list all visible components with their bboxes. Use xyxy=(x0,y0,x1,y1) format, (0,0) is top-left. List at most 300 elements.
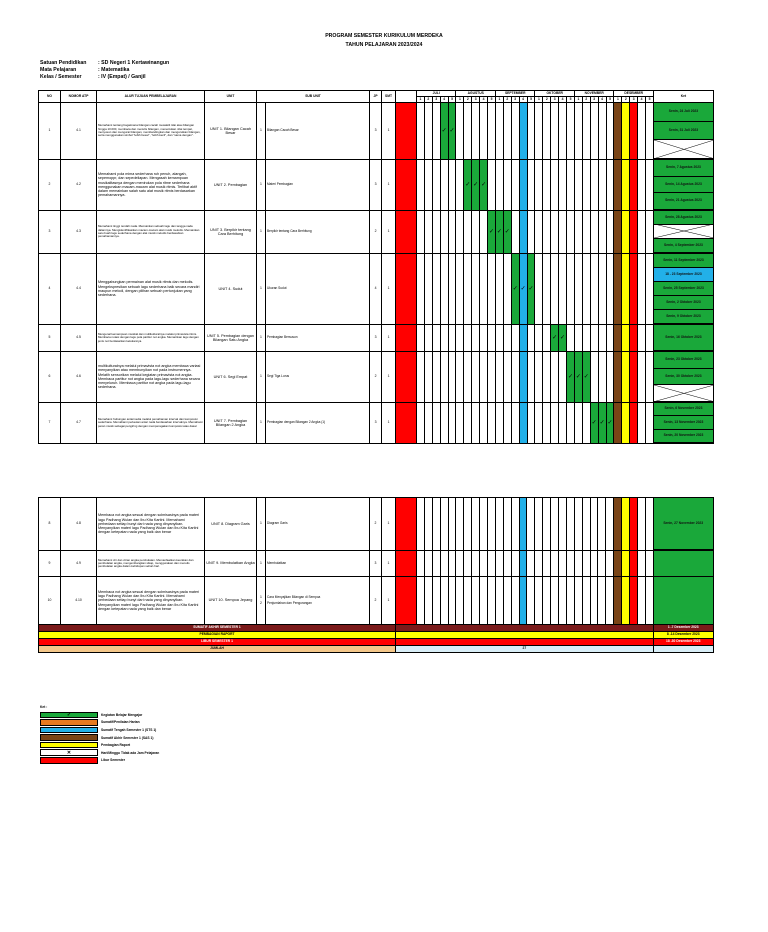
week-cell xyxy=(598,402,606,443)
week-cell xyxy=(440,551,448,577)
week-cell xyxy=(488,551,496,577)
week-cell xyxy=(511,324,519,351)
ket-date: Senin, 7 Agustus 2023 xyxy=(654,160,713,177)
week-cell xyxy=(527,253,535,324)
week-cell xyxy=(456,551,464,577)
ket-cell xyxy=(653,324,713,351)
row-unit: UNIT 2. Pembagian xyxy=(205,159,257,210)
week-cell xyxy=(448,351,456,402)
row-subunit: Membulatkan xyxy=(266,551,370,577)
week-cell xyxy=(606,210,614,253)
row-subno: 1 xyxy=(257,253,266,324)
week-cell xyxy=(622,210,630,253)
week-cell xyxy=(614,103,622,160)
week-cell xyxy=(566,498,574,551)
week-cell xyxy=(464,159,472,210)
week-cell xyxy=(551,324,559,351)
ket-date: Senin, 20 November 2023 xyxy=(654,430,713,443)
page-subtitle: TAHUN PELAJARAN 2023/2024 xyxy=(345,42,423,48)
row-atp: 4.1 xyxy=(61,103,97,160)
week-cell xyxy=(495,210,503,253)
row-no: 6 xyxy=(39,351,61,402)
week-cell xyxy=(417,498,425,551)
ket-cell xyxy=(653,551,713,577)
week-cell xyxy=(614,210,622,253)
week-cell xyxy=(503,351,511,402)
week-26: 1 xyxy=(614,97,622,103)
week-10: 5 xyxy=(488,97,496,103)
summary-span xyxy=(396,625,654,632)
row-subno: 1 xyxy=(257,351,266,402)
check-icon: ✓ xyxy=(583,373,589,380)
week-17: 2 xyxy=(543,97,551,103)
row-subno: 1 xyxy=(257,551,266,577)
libur-column-cell xyxy=(396,103,417,160)
week-cell xyxy=(598,351,606,402)
row-subunit: Pembagian Bersusun xyxy=(266,324,370,351)
summary-ket: 8 -14 Desember 2023 xyxy=(653,632,713,639)
week-cell xyxy=(464,351,472,402)
week-cell xyxy=(590,498,598,551)
row-no: 2 xyxy=(39,159,61,210)
summary-row xyxy=(39,632,714,639)
week-cell xyxy=(456,210,464,253)
week-21: 1 xyxy=(574,97,582,103)
week-cell xyxy=(448,577,456,625)
row-no: 9 xyxy=(39,551,61,577)
row-no: 7 xyxy=(39,402,61,443)
week-cell xyxy=(488,253,496,324)
week-cell xyxy=(424,577,432,625)
ket-cell xyxy=(653,103,713,160)
week-13: 3 xyxy=(511,97,519,103)
week-cell xyxy=(535,210,543,253)
ket-date: Senin, 23 Oktober 2023 xyxy=(654,352,713,369)
week-cell xyxy=(535,253,543,324)
row-tujuan: Memahami tentang bagaimana bilangan cacah mewakili nilai atau bilangan hingga 10.000, membaca dan menulis bilangan, menentukan nilai tempat, menyusun dan mengurai bilangan, membandingkan dan mengurutkan bilangan, serta menggunakan simbol "lebih besar", "lebih kecil", dan "sama dengan". xyxy=(97,103,205,160)
week-22: 2 xyxy=(582,97,590,103)
row-no: 1 xyxy=(39,103,61,160)
week-cell xyxy=(582,551,590,577)
week-cell xyxy=(417,159,425,210)
ket-empty xyxy=(654,385,713,402)
legend-text: Libur Semester xyxy=(101,758,126,763)
week-cell xyxy=(511,253,519,324)
ket-cell xyxy=(653,498,713,551)
week-cell xyxy=(551,551,559,577)
week-cell xyxy=(503,253,511,324)
week-24: 4 xyxy=(598,97,606,103)
week-cell xyxy=(645,577,653,625)
week-cell xyxy=(559,253,567,324)
week-8: 3 xyxy=(472,97,480,103)
week-cell xyxy=(598,551,606,577)
row-tujuan: Mengenal kemampuan musikal dan multikulturalnya melalui primavista ritmis. Membaca notasi dengan lagu pola partitur not angka. Memainkan lagu dengan jenis not berdasarkan ketukannya. xyxy=(97,324,205,351)
legend-swatch xyxy=(40,719,98,726)
week-cell xyxy=(598,210,606,253)
week-cell xyxy=(543,103,551,160)
week-cell xyxy=(511,577,519,625)
row-smt: 1 xyxy=(382,324,396,351)
program-table-page1 xyxy=(38,90,714,444)
week-5: 5 xyxy=(448,97,456,103)
legend-item xyxy=(40,719,159,727)
week-cell xyxy=(503,159,511,210)
week-cell xyxy=(622,253,630,324)
week-cell xyxy=(456,253,464,324)
table-row xyxy=(39,210,714,253)
week-cell xyxy=(432,498,440,551)
week-cell xyxy=(551,210,559,253)
summary-label: PEMBAGIAN RAPORT xyxy=(39,632,396,639)
week-cell xyxy=(472,210,480,253)
jumlah-row xyxy=(39,646,714,653)
week-cell xyxy=(535,159,543,210)
ket-empty xyxy=(654,225,713,239)
table-row xyxy=(39,159,714,210)
week-cell xyxy=(614,551,622,577)
week-cell xyxy=(590,253,598,324)
week-cell xyxy=(574,324,582,351)
week-cell xyxy=(527,159,535,210)
week-cell xyxy=(614,498,622,551)
week-cell xyxy=(543,159,551,210)
week-cell xyxy=(440,210,448,253)
week-cell xyxy=(432,577,440,625)
legend-text: Hari/Minggu Tidak ada Jam Pelajaran xyxy=(101,750,160,755)
week-cell xyxy=(527,324,535,351)
week-cell xyxy=(598,103,606,160)
row-unit: UNIT 7. Pembagian Bilangan 2 Angka xyxy=(205,402,257,443)
week-cell xyxy=(559,103,567,160)
subunit-no: 1 xyxy=(260,594,262,599)
info-class: Kelas / Semester : IV (Empat) / Ganjil xyxy=(40,74,146,80)
week-cell xyxy=(464,577,472,625)
week-cell xyxy=(488,577,496,625)
legend-swatch: ✓ xyxy=(40,712,98,719)
week-cell xyxy=(503,551,511,577)
week-cell xyxy=(456,159,464,210)
week-cell xyxy=(543,351,551,402)
row-unit: UNIT 10. Sempoa Jepang xyxy=(205,577,257,625)
subunit-text: Penjumlahan dan Pengurangan xyxy=(267,600,312,605)
row-atp: 4.4 xyxy=(61,253,97,324)
libur-column-cell xyxy=(396,402,417,443)
week-cell xyxy=(503,324,511,351)
week-cell xyxy=(440,103,448,160)
week-1: 1 xyxy=(417,97,425,103)
week-cell xyxy=(472,103,480,160)
week-cell xyxy=(574,351,582,402)
week-cell xyxy=(417,402,425,443)
week-cell xyxy=(630,159,638,210)
week-cell xyxy=(440,577,448,625)
row-tujuan: Membaca not angka sesuai dengan solmisasinya pada materi lagu Padhang Wulan dan Ibu Kita Kartini. Memahami perbedaan setiap bunyi dari nada yang dinyanyikan. Menyanyikan materi lagu Padhang Wulan dan Ibu Kita Kartini dengan ketepatan nada yang baik dan benar xyxy=(97,577,205,625)
week-cell xyxy=(543,402,551,443)
week-cell xyxy=(630,577,638,625)
week-12: 2 xyxy=(503,97,511,103)
week-cell xyxy=(559,551,567,577)
week-30: 5 xyxy=(646,97,654,103)
week-cell xyxy=(598,159,606,210)
week-cell xyxy=(464,103,472,160)
libur-column-cell xyxy=(396,551,417,577)
table-row xyxy=(39,103,714,160)
ket-date: Senin, 25 September 2023 xyxy=(654,282,713,296)
week-cell xyxy=(614,402,622,443)
week-cell xyxy=(637,551,645,577)
check-icon: ✓ xyxy=(520,285,526,292)
week-cell xyxy=(567,351,575,402)
week-cell xyxy=(559,210,567,253)
week-19: 4 xyxy=(559,97,567,103)
week-cell xyxy=(590,324,598,351)
header-tujuan: ALUR TUJUAN PEMBELAJARAN xyxy=(97,91,205,103)
week-cell xyxy=(480,498,488,551)
row-atp: 4.8 xyxy=(61,498,97,551)
row-jp: 3 xyxy=(370,324,382,351)
week-cell xyxy=(598,577,606,625)
week-cell xyxy=(622,103,630,160)
week-11: 1 xyxy=(495,97,503,103)
week-cell xyxy=(464,210,472,253)
ket-date: Senin, 13 November 2023 xyxy=(654,416,713,429)
row-atp: 4.7 xyxy=(61,402,97,443)
week-cell xyxy=(590,402,598,443)
row-unit: UNIT 9. Membulatkan Angka xyxy=(205,551,257,577)
week-cell xyxy=(424,498,432,551)
week-cell xyxy=(551,402,559,443)
check-icon: ✓ xyxy=(449,127,455,134)
check-icon: ✓ xyxy=(481,181,487,188)
week-cell xyxy=(535,324,543,351)
week-cell xyxy=(424,210,432,253)
week-cell xyxy=(456,577,464,625)
week-cell xyxy=(472,577,480,625)
week-cell xyxy=(559,351,567,402)
libur-column-cell xyxy=(396,159,417,210)
week-cell xyxy=(535,498,543,551)
week-cell xyxy=(440,402,448,443)
week-cell xyxy=(511,551,519,577)
legend-text: Kegiatan Belajar Mengajar xyxy=(101,712,143,717)
libur-column-cell xyxy=(396,577,417,625)
week-cell xyxy=(590,551,598,577)
row-jp: 2 xyxy=(370,210,382,253)
check-icon: ✓ xyxy=(560,334,566,341)
week-cell xyxy=(495,498,503,551)
program-table-page2 xyxy=(38,497,714,653)
week-cell xyxy=(472,159,480,210)
summary-row xyxy=(39,639,714,646)
week-cell xyxy=(488,351,496,402)
ket-cell xyxy=(653,402,713,443)
week-cell xyxy=(480,577,488,625)
jumlah-ket xyxy=(653,646,713,653)
week-cell xyxy=(488,159,496,210)
week-cell xyxy=(638,103,646,160)
week-cell xyxy=(630,498,638,551)
week-cell xyxy=(582,498,590,551)
libur-column-cell xyxy=(396,253,417,324)
row-smt: 1 xyxy=(382,577,396,625)
ket-date: Senin, 9 Oktober 2023 xyxy=(654,310,713,324)
week-cell xyxy=(432,402,440,443)
week-cell xyxy=(424,253,432,324)
legend-swatch xyxy=(40,757,98,764)
week-cell xyxy=(519,324,527,351)
legend-title: Ket : xyxy=(40,705,48,709)
row-tujuan: Memahami hubungan antarmedia melalui pemahaman interval dan komposisi sederhana. Memahami pertautan antar nada berdasarkan intervalnya. Memahami peran musik sebagai pengiring dengan memperagakan komposisi atau dasar xyxy=(97,402,205,443)
week-cell xyxy=(543,253,551,324)
row-subno: 1 xyxy=(257,159,266,210)
week-cell xyxy=(574,103,582,160)
week-cell xyxy=(590,210,598,253)
week-cell xyxy=(646,103,654,160)
week-cell xyxy=(440,253,448,324)
week-cell xyxy=(527,498,535,551)
check-icon: ✓ xyxy=(512,285,518,292)
week-cell xyxy=(614,351,622,402)
jumlah-label: JUMLAH xyxy=(39,646,396,653)
week-cell xyxy=(543,210,551,253)
week-cell xyxy=(630,253,638,324)
ket-cell xyxy=(653,577,713,625)
header-no: NO xyxy=(39,91,61,103)
week-cell xyxy=(519,551,527,577)
row-unit: UNIT 1. Bilangan Cacah Besar xyxy=(205,103,257,160)
week-cell xyxy=(519,498,527,551)
check-icon: ✓ xyxy=(504,228,510,235)
month-juli: JULI xyxy=(417,91,456,97)
ket-cell xyxy=(653,159,713,210)
ket-cell xyxy=(653,253,713,324)
ket-date: Senin, 30 Oktober 2023 xyxy=(654,369,713,386)
check-icon: ✓ xyxy=(441,127,447,134)
row-tujuan: Menggabungkan permainan alat musik ritmis dan melodis. Mengekspresikan sebuah lagu sederhana baik secara mandiri maupun melodi, dengan pilihan sebuah pertunjukan yang sederhana. xyxy=(97,253,205,324)
week-cell xyxy=(472,498,480,551)
header-ket: Ket xyxy=(653,91,713,103)
week-cell xyxy=(646,159,654,210)
row-tujuan: Membaca not angka sesuai dengan solmisasinya pada materi lagu Padhang Wulan dan Ibu Kita Kartini. Memahami perbedaan setiap bunyi dari nada yang dinyanyikan. Menyanyikan materi lagu Padhang Wulan dan Ibu Kita Kartini dengan ketepatan nada yang baik dan benar xyxy=(97,498,205,551)
cross-icon xyxy=(654,140,713,159)
week-cell xyxy=(574,577,582,625)
ket-date: Senin, 31 Juli 2023 xyxy=(654,122,713,141)
week-cell xyxy=(543,551,551,577)
week-cell xyxy=(551,351,559,402)
row-smt: 1 xyxy=(382,159,396,210)
week-cell xyxy=(424,402,432,443)
week-27: 2 xyxy=(622,97,630,103)
ket-date: Senin, 28 Agustus 2023 xyxy=(654,211,713,225)
legend-text: Sumatif Tengah Semester 1 (STS 1) xyxy=(101,727,157,732)
month-desember: DESEMBER xyxy=(614,91,654,97)
ket-date: Senin, 6 November 2023 xyxy=(654,403,713,416)
cross-icon xyxy=(654,385,713,402)
row-no: 5 xyxy=(39,324,61,351)
week-23: 3 xyxy=(590,97,598,103)
week-cell xyxy=(495,402,503,443)
week-25: 5 xyxy=(606,97,614,103)
week-cell xyxy=(535,402,543,443)
week-cell xyxy=(472,402,480,443)
row-smt: 1 xyxy=(382,402,396,443)
row-atp: 4.6 xyxy=(61,351,97,402)
week-cell xyxy=(567,159,575,210)
week-cell xyxy=(464,253,472,324)
week-cell xyxy=(574,402,582,443)
header-unit: UNIT xyxy=(205,91,257,103)
week-cell xyxy=(630,103,638,160)
week-cell xyxy=(432,210,440,253)
row-subno: 1 xyxy=(257,103,266,160)
week-cell xyxy=(574,159,582,210)
week-cell xyxy=(559,402,567,443)
week-cell xyxy=(456,103,464,160)
week-cell xyxy=(519,577,527,625)
week-cell xyxy=(511,402,519,443)
week-cell xyxy=(432,351,440,402)
row-atp: 4.10 xyxy=(61,577,97,625)
week-cell xyxy=(574,498,582,551)
ket-date: Senin, 4 September 2023 xyxy=(654,239,713,253)
week-cell xyxy=(645,498,653,551)
week-20: 5 xyxy=(567,97,575,103)
week-cell xyxy=(448,402,456,443)
week-cell xyxy=(614,577,622,625)
ket-date: Senin, 14 Agustus 2023 xyxy=(654,177,713,194)
week-cell xyxy=(551,577,559,625)
week-7: 2 xyxy=(464,97,472,103)
row-atp: 4.2 xyxy=(61,159,97,210)
ket-cell xyxy=(653,210,713,253)
week-cell xyxy=(519,351,527,402)
check-icon: ✓ xyxy=(496,228,502,235)
libur-column-cell xyxy=(396,210,417,253)
week-cell xyxy=(511,210,519,253)
ket-date: Senin, 21 Agustus 2023 xyxy=(654,193,713,210)
check-icon: ✓ xyxy=(575,373,581,380)
cross-icon xyxy=(654,224,713,238)
ket-date: Senin, 24 Juli 2023 xyxy=(654,103,713,122)
row-tujuan: multikulturalnya melalui primavista not angka membaca variasi menyanyikan atau membunyikan not pada instrumennya. Melatih sensorikan melalui kegiatan primavista not angka. Membaca partitur not angka pada lagu-lagu sederhana secara menyeluruh. Membaca partitur not angka pada lagu-lagu sederhana. xyxy=(97,351,205,402)
week-cell xyxy=(606,498,614,551)
header-subunit: SUB UNIT xyxy=(257,91,370,103)
week-cell xyxy=(488,402,496,443)
week-cell xyxy=(535,577,543,625)
week-cell xyxy=(574,253,582,324)
week-cell xyxy=(495,253,503,324)
week-cell xyxy=(424,103,432,160)
week-cell xyxy=(448,324,456,351)
row-smt: 1 xyxy=(382,351,396,402)
week-cell xyxy=(638,351,646,402)
week-cell xyxy=(582,577,590,625)
week-cell xyxy=(511,103,519,160)
row-unit: UNIT 3. Berpikir tentang Cara Berhitung xyxy=(205,210,257,253)
week-cell xyxy=(417,551,425,577)
header-atp: NOMOR ATP xyxy=(61,91,97,103)
week-cell xyxy=(511,351,519,402)
table-row xyxy=(39,351,714,402)
table-row xyxy=(39,253,714,324)
week-cell xyxy=(519,103,527,160)
week-cell xyxy=(472,351,480,402)
week-cell xyxy=(630,324,638,351)
row-smt: 1 xyxy=(382,253,396,324)
week-cell xyxy=(590,159,598,210)
libur-column-cell xyxy=(396,351,417,402)
